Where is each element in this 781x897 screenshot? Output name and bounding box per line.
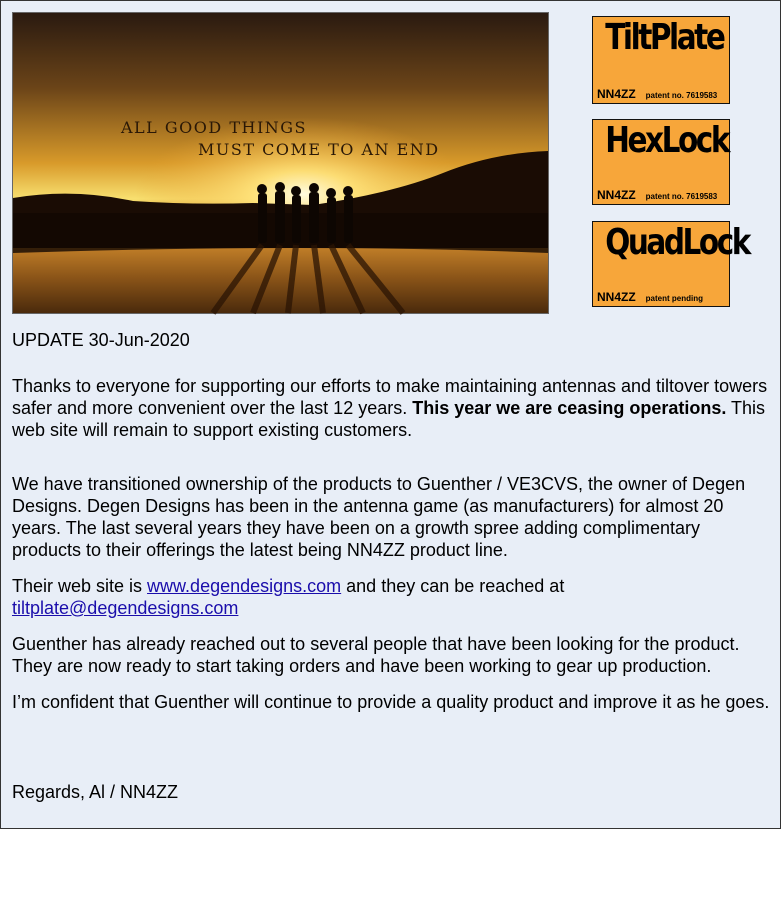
update-date: UPDATE 30-Jun-2020 [12, 330, 190, 350]
paragraph-confidence: I’m confident that Guenther will continue to provide a quality product and improve it as he goes. [12, 692, 770, 712]
sunset-illustration [13, 13, 548, 313]
website-link[interactable]: www.degendesigns.com [147, 576, 342, 596]
logo-name: QuadLock [605, 222, 749, 263]
quadlock-logo [592, 221, 749, 307]
hero-caption-line2: MUST COME TO AN END [198, 140, 440, 159]
email-link[interactable]: tiltplate@degendesigns.com [12, 598, 239, 618]
signoff: Regards, Al / NN4ZZ [12, 782, 179, 802]
logo-name: HexLock [605, 120, 729, 161]
tiltplate-logo [592, 16, 730, 104]
logo-tag: NN4ZZ patent pending [597, 290, 703, 304]
hexlock-logo [592, 119, 730, 205]
paragraph-website: Their web site is www.degendesigns.com and they can be reached at tiltplate@degendesigns.com [12, 576, 565, 618]
paragraph-ceasing: Thanks to everyone for supporting our efforts to make maintaining antennas and tiltover towers safer and more convenient over the last 12 years. This year we are ceasing operations. This web site will remain to support existing customers. [12, 376, 768, 440]
logo-tag: NN4ZZ patent no. 7619583 [597, 87, 718, 101]
hero-caption-line1: ALL GOOD THINGS [121, 118, 308, 137]
ceasing-notice: This year we are ceasing operations. [412, 398, 727, 418]
logo-tag: NN4ZZ patent no. 7619583 [597, 188, 718, 202]
paragraph-guenther: Guenther has already reached out to several people that have been looking for the product. They are now ready to start taking orders and have been working to gear up production. [12, 634, 740, 676]
logo-name: TiltPlate [605, 17, 724, 58]
paragraph-ownership: We have transitioned ownership of the products to Guenther / VE3CVS, the owner of Degen Designs. Degen Designs has been in the antenna game (as manufacturers) for almost 20 years. The last several years they have been on a growth spree adding complimentary products to their offerings the latest being NN4ZZ product line. [12, 474, 746, 560]
hero-image [12, 12, 549, 314]
